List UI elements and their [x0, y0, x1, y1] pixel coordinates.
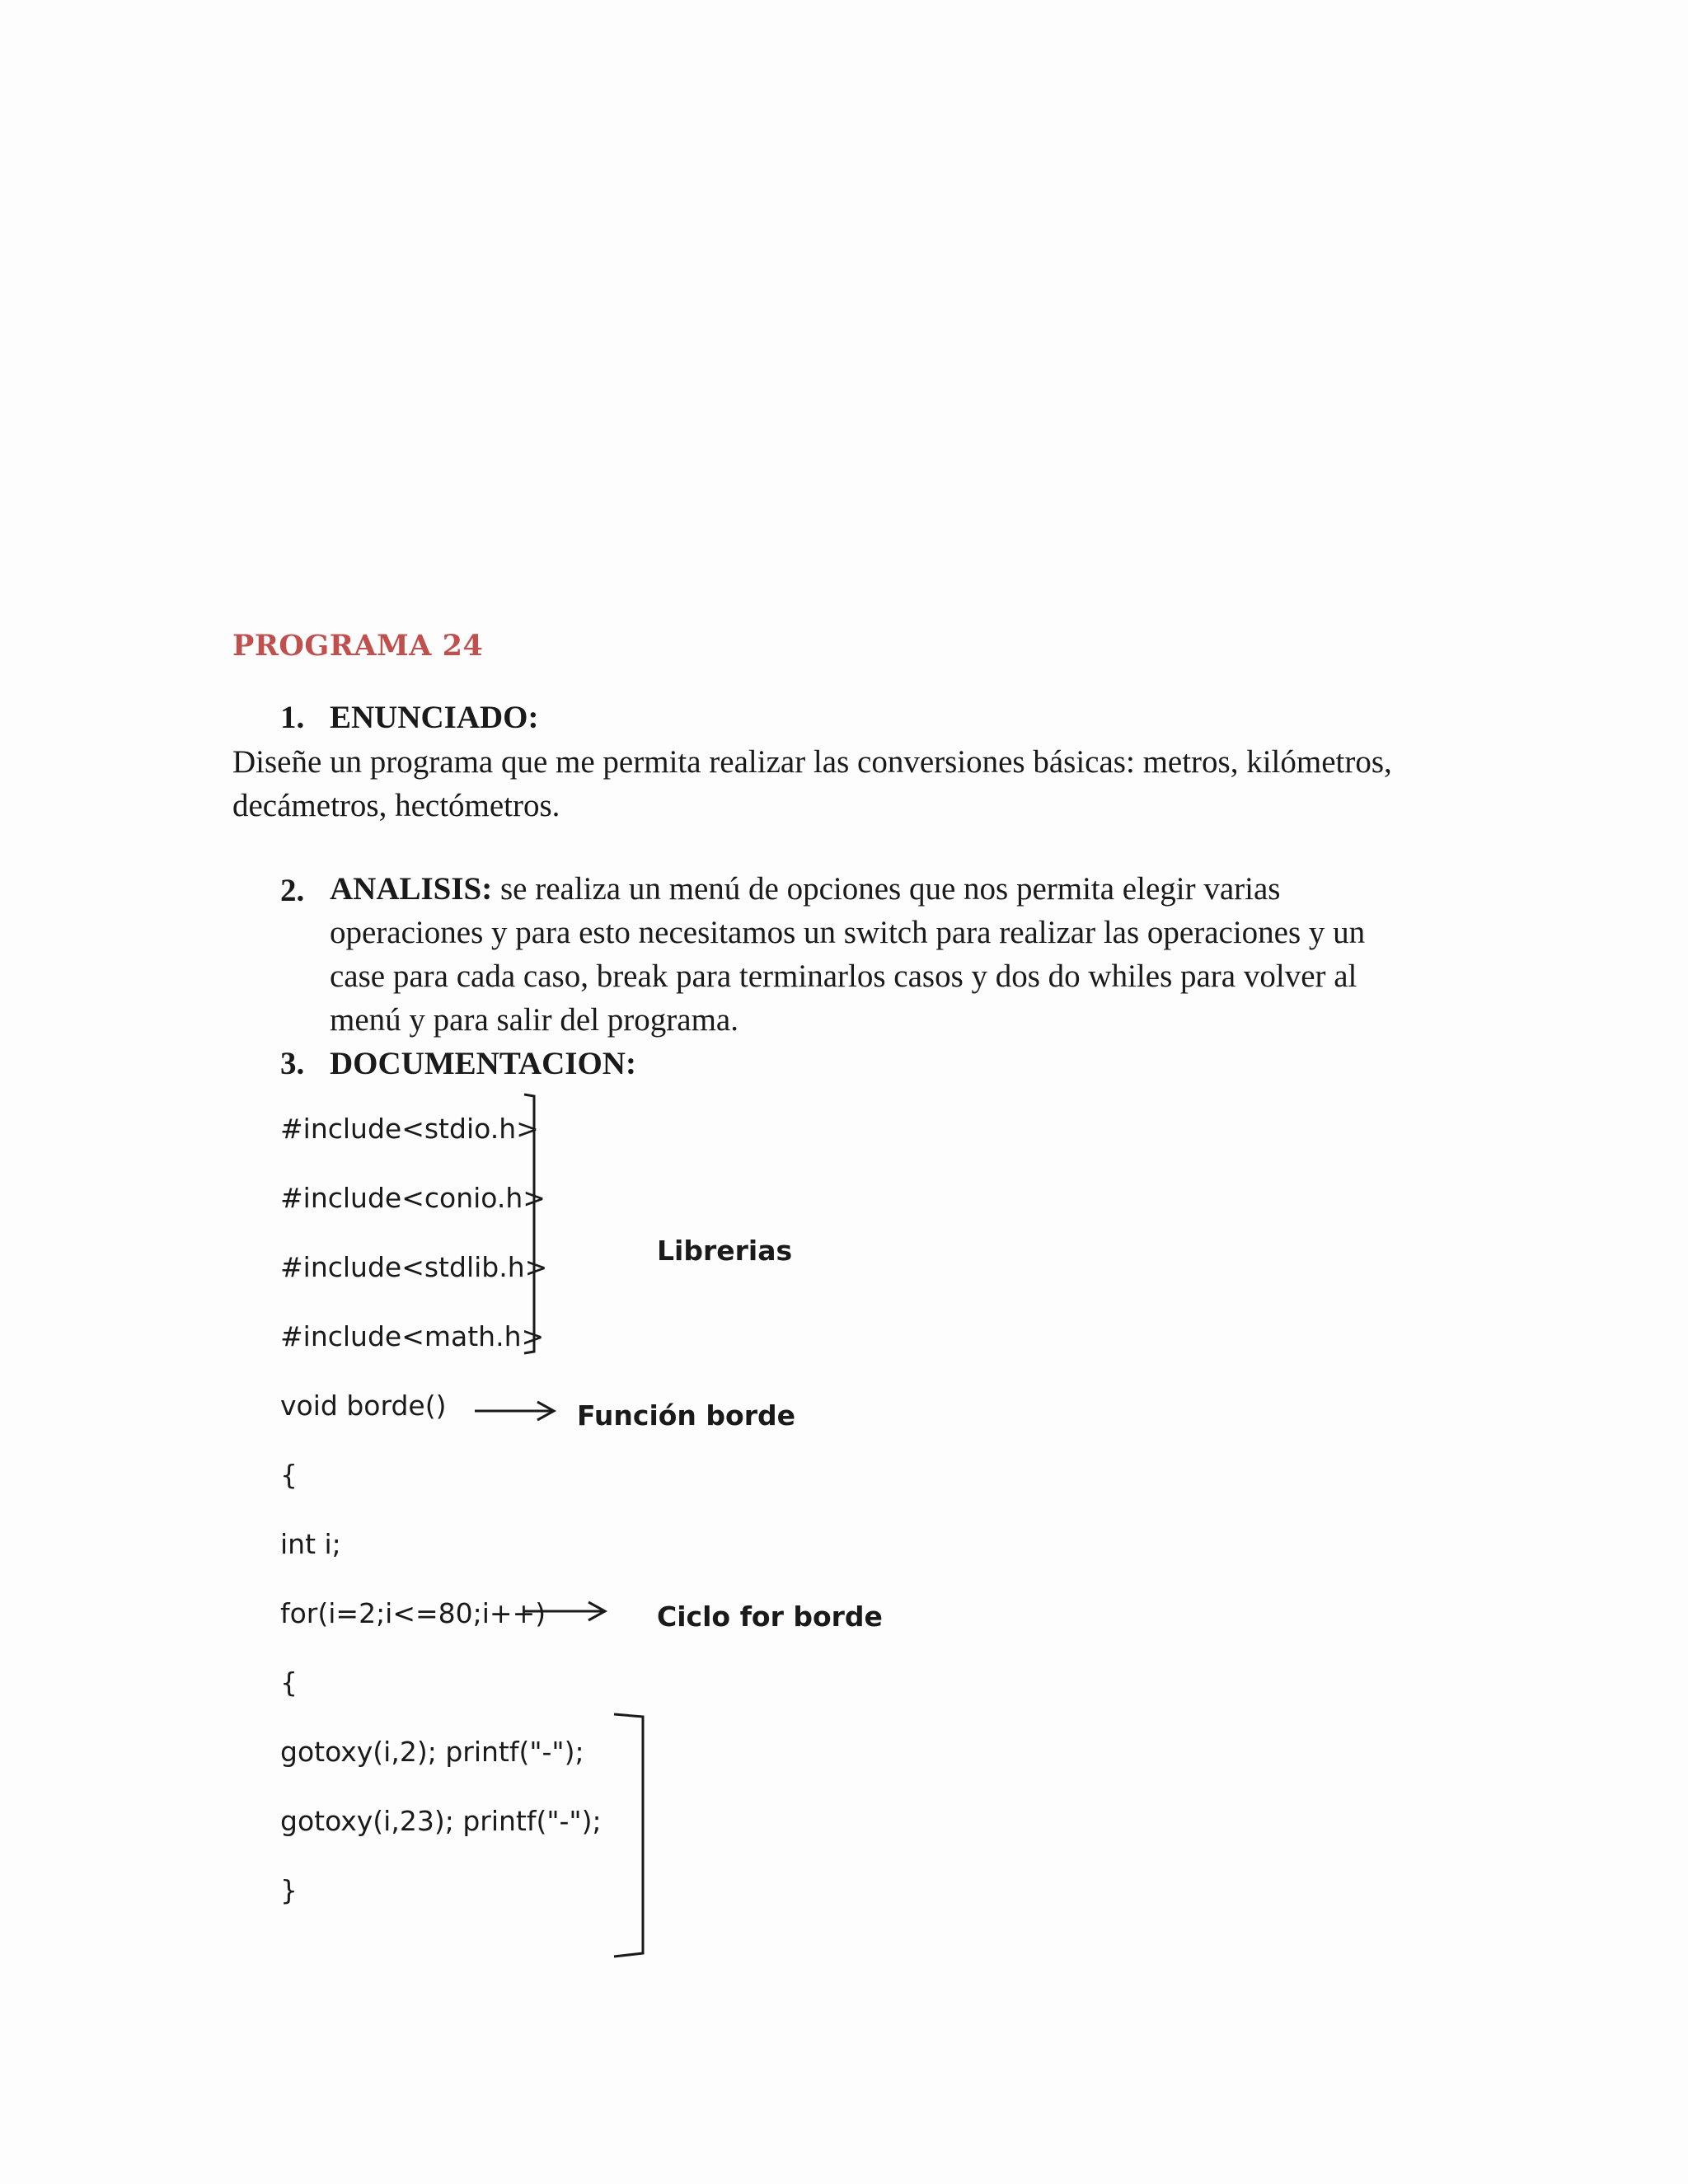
arrow-right-icon: [475, 1402, 554, 1420]
code-line: {: [280, 1666, 298, 1699]
code-line: gotoxy(i,23); printf("-");: [280, 1805, 602, 1837]
analisis-text-1: se realiza un menú de opciones que nos permita elegir varias: [499, 871, 1281, 907]
enunciado-line-2: decámetros, hectómetros.: [232, 788, 560, 823]
program-title: PROGRAMA 24: [232, 629, 484, 663]
code-line: int i;: [280, 1528, 341, 1560]
analisis-line-4: menú y para salir del programa.: [330, 1002, 738, 1038]
section-1-heading: ENUNCIADO:: [330, 700, 539, 735]
annotation-ciclo-for: Ciclo for borde: [657, 1601, 883, 1633]
section-3-number: 3.: [280, 1046, 305, 1081]
code-line: gotoxy(i,2); printf("-");: [280, 1736, 584, 1768]
section-2-heading: ANALISIS:: [330, 871, 493, 907]
annotation-librerias: Librerias: [657, 1235, 793, 1267]
code-line: void borde(): [280, 1390, 447, 1422]
section-2-number: 2.: [280, 873, 305, 908]
section-1-number: 1.: [280, 700, 305, 735]
analisis-line-3: case para cada caso, break para terminarlos casos y dos do whiles para volver al: [330, 958, 1357, 994]
analisis-line-2: operaciones y para esto necesitamos un switch para realizar las operaciones y un: [330, 915, 1366, 950]
code-line: }: [280, 1874, 298, 1906]
code-line: for(i=2;i<=80;i++): [280, 1597, 546, 1629]
code-line: #include<stdlib.h>: [280, 1251, 548, 1283]
code-line: #include<math.h>: [280, 1320, 545, 1352]
code-line: #include<stdio.h>: [280, 1113, 539, 1145]
librerias-bracket: [524, 1094, 534, 1353]
code-line: {: [280, 1459, 298, 1491]
loop-bracket: [614, 1714, 643, 1957]
arrow-right-icon: [523, 1602, 605, 1620]
code-line: #include<conio.h>: [280, 1182, 546, 1214]
section-3-heading: DOCUMENTACION:: [330, 1046, 636, 1081]
annotation-funcion-borde: Función borde: [577, 1399, 795, 1432]
enunciado-line-1: Diseñe un programa que me permita realizar las conversiones básicas: metros, kilómetros,: [232, 744, 1392, 780]
